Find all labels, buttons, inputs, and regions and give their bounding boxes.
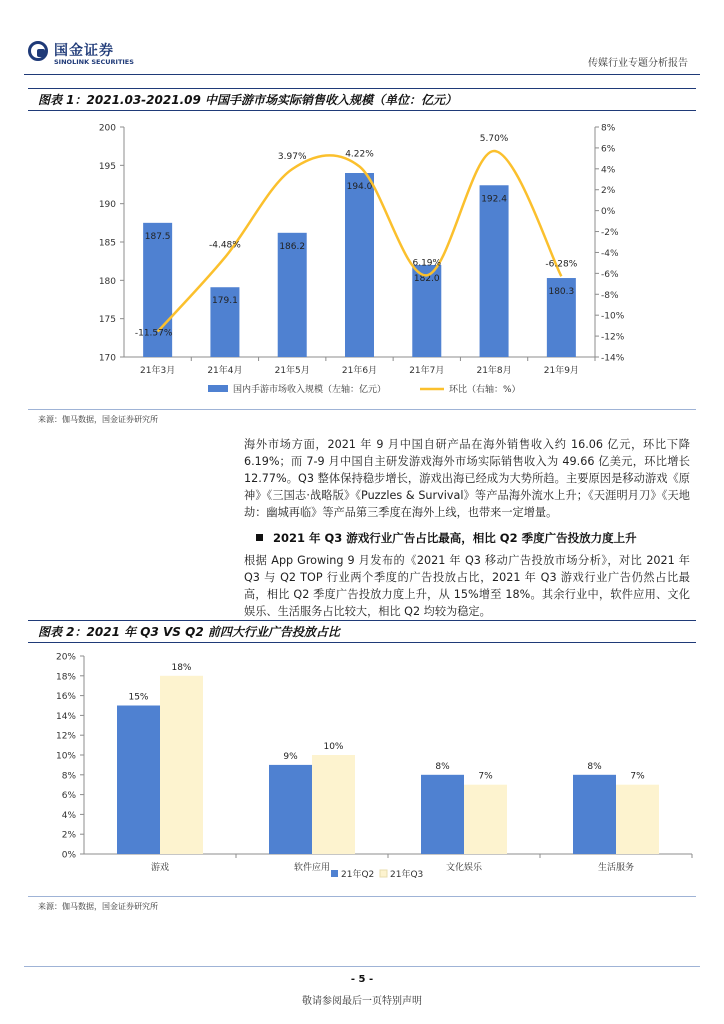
y-tick-label: 20% — [55, 652, 76, 663]
y-left-tick-label: 200 — [98, 123, 116, 134]
disclaimer-note: 敬请参阅最后一页特别声明 — [302, 996, 422, 1007]
bar-value-label: 18% — [171, 662, 192, 673]
bar-value-label: 8% — [587, 761, 602, 772]
y-right-tick-label: -10% — [601, 311, 625, 322]
line-value-label: 4.22% — [345, 149, 374, 160]
bar-value-label: 7% — [630, 771, 645, 782]
y-tick-label: 10% — [55, 751, 76, 762]
logo-text-en: SINOLINK SECURITIES — [54, 58, 134, 66]
section-heading — [256, 530, 637, 546]
paragraph-overseas-market: 海外市场方面，2021 年 9 月中国自研产品在海外销售收入约 16.06 亿元，环比下降 6.19%；而 7-9 月中国自主研发游戏海外市场实际销售收入为 49.66 亿美元，环比增长 12.77%。Q3 整体保持稳步增长，游戏出海已经成为大势所趋。主要原因是移动游戏《原神》《三国志·战略版》《Puzzles & Survival》等产品海外流水上升；《天涯明月刀》《天地劫：幽城再临》等产品第三季度在海外上线，也带来一定增量。 — [244, 438, 690, 519]
y-right-tick-label: 6% — [601, 144, 616, 155]
y-tick-label: 2% — [61, 830, 76, 841]
bar-q2 — [117, 706, 160, 855]
bar-value-label: 182.0 — [413, 274, 440, 284]
x-tick-label: 游戏 — [150, 863, 170, 873]
bar-value-label: 180.3 — [548, 287, 575, 298]
x-tick-label: 软件应用 — [293, 863, 331, 873]
bar — [480, 185, 509, 357]
x-tick-label: 21年6月 — [341, 366, 378, 376]
bar — [345, 173, 374, 357]
y-left-tick-label: 185 — [98, 238, 116, 249]
line-value-label: 6.19% — [412, 258, 442, 269]
figure1-title-rule — [28, 110, 696, 111]
x-tick-label: 21年8月 — [476, 366, 512, 376]
y-tick-label: 0% — [61, 850, 76, 861]
legend-line-label: 环比（右轴：%） — [449, 385, 521, 395]
x-tick-label: 生活服务 — [597, 863, 635, 873]
figure2-top-rule — [28, 620, 696, 621]
paragraph-ad-share: 根据 App Growing 9 月发布的《2021 年 Q3 移动广告投放市场分析》，对比 2021 年 Q3 与 Q2 TOP 行业两个季度的广告投放占比，2021 年 Q3 游戏行业广告仍然占比最高，相比 Q2 季度广告投放力度上升，从 15%增至 18%。其余行业中，软件应用、文化娱乐、生活服务占比较大，相比 Q2 均较为稳定。 — [244, 554, 690, 618]
x-tick-label: 文化娱乐 — [445, 863, 483, 873]
y-left-tick-label: 195 — [98, 161, 116, 172]
bar-q3 — [160, 676, 203, 854]
bar-q2 — [573, 775, 616, 854]
legend-q2-label: 21年Q2 — [341, 870, 375, 880]
y-left-tick-label: 170 — [98, 353, 116, 364]
y-tick-label: 18% — [55, 672, 76, 683]
x-tick-label: 21年7月 — [409, 366, 445, 376]
y-tick-label: 4% — [61, 810, 76, 821]
y-right-tick-label: -8% — [601, 290, 619, 301]
y-right-tick-label: 0% — [601, 207, 616, 218]
bar-value-label: 9% — [283, 751, 298, 762]
logo-text-cn: 国金证券 — [54, 43, 114, 59]
page-number: - 5 - — [350, 974, 374, 985]
x-tick-label: 21年9月 — [543, 366, 579, 376]
line-value-label: -11.57% — [134, 328, 173, 339]
y-left-tick-label: 175 — [98, 315, 116, 326]
legend-q2-swatch — [331, 870, 338, 877]
bar-value-label: 194.0 — [346, 182, 373, 192]
line-value-label: 5.70% — [479, 134, 509, 145]
y-right-tick-label: -2% — [601, 228, 619, 239]
bar-q2 — [421, 775, 464, 854]
bar-value-label: 179.1 — [212, 296, 238, 307]
figure2-source: 来源：伽马数据，国金证券研究所 — [38, 902, 158, 911]
line-value-label: -6.28% — [545, 259, 578, 270]
y-tick-label: 12% — [55, 731, 76, 742]
line-value-label: -4.48% — [209, 240, 241, 251]
x-tick-label: 21年3月 — [140, 366, 176, 376]
legend-q3-label: 21年Q3 — [390, 870, 424, 880]
y-tick-label: 8% — [61, 771, 76, 782]
y-right-tick-label: 4% — [601, 165, 616, 176]
page-header — [0, 0, 724, 76]
bar-q3 — [464, 785, 507, 854]
bar-value-label: 15% — [128, 692, 149, 703]
figure1-chart — [28, 112, 696, 408]
footer-divider — [24, 966, 700, 967]
sinolink-logo-icon — [28, 41, 48, 61]
header-divider — [24, 74, 700, 75]
bar-value-label: 187.5 — [144, 231, 171, 242]
figure1-title: 图表 1：2021.03-2021.09 中国手游市场实际销售收入规模（单位：亿元） — [38, 93, 458, 107]
figure1-top-rule — [28, 88, 696, 89]
figure2-bottom-rule — [28, 896, 696, 897]
bar-q3 — [616, 785, 659, 854]
y-tick-label: 6% — [61, 791, 76, 802]
x-tick-label: 21年4月 — [207, 366, 243, 376]
figure2-title: 图表 2：2021 年 Q3 VS Q2 前四大行业广告投放占比 — [38, 625, 340, 639]
legend-bar-label: 国内手游市场收入规模（左轴：亿元） — [233, 385, 387, 395]
legend-q3-swatch — [380, 870, 387, 877]
y-right-tick-label: -4% — [601, 248, 619, 259]
figure2-title-rule — [28, 642, 696, 643]
x-tick-label: 21年5月 — [274, 366, 310, 376]
figure2-chart — [28, 644, 696, 894]
legend-bar-swatch — [208, 385, 228, 392]
line-value-label: 3.97% — [277, 152, 307, 163]
y-tick-label: 16% — [55, 692, 76, 703]
figure1-bottom-rule — [28, 409, 696, 410]
bar-value-label: 192.4 — [481, 194, 507, 205]
y-left-tick-label: 190 — [98, 200, 116, 211]
bar-value-label: 186.2 — [279, 241, 306, 252]
y-left-tick-label: 180 — [98, 276, 116, 287]
bullet-square-icon — [256, 534, 263, 541]
report-type: 传媒行业专题分析报告 — [588, 58, 688, 69]
y-right-tick-label: 2% — [601, 186, 616, 197]
y-tick-label: 14% — [55, 711, 76, 722]
bar-q3 — [312, 755, 355, 854]
y-right-tick-label: -14% — [601, 353, 625, 364]
y-right-tick-label: -12% — [601, 332, 625, 343]
y-right-tick-label: 8% — [601, 123, 616, 134]
section-heading-text: 2021 年 Q3 游戏行业广告占比最高，相比 Q2 季度广告投放力度上升 — [273, 531, 637, 545]
bar-q2 — [269, 765, 312, 854]
bar-value-label: 7% — [478, 771, 493, 782]
bar-value-label: 10% — [323, 742, 344, 752]
bar-value-label: 8% — [435, 761, 450, 772]
y-right-tick-label: -6% — [601, 269, 619, 280]
figure1-source: 来源：伽马数据，国金证券研究所 — [38, 415, 158, 424]
